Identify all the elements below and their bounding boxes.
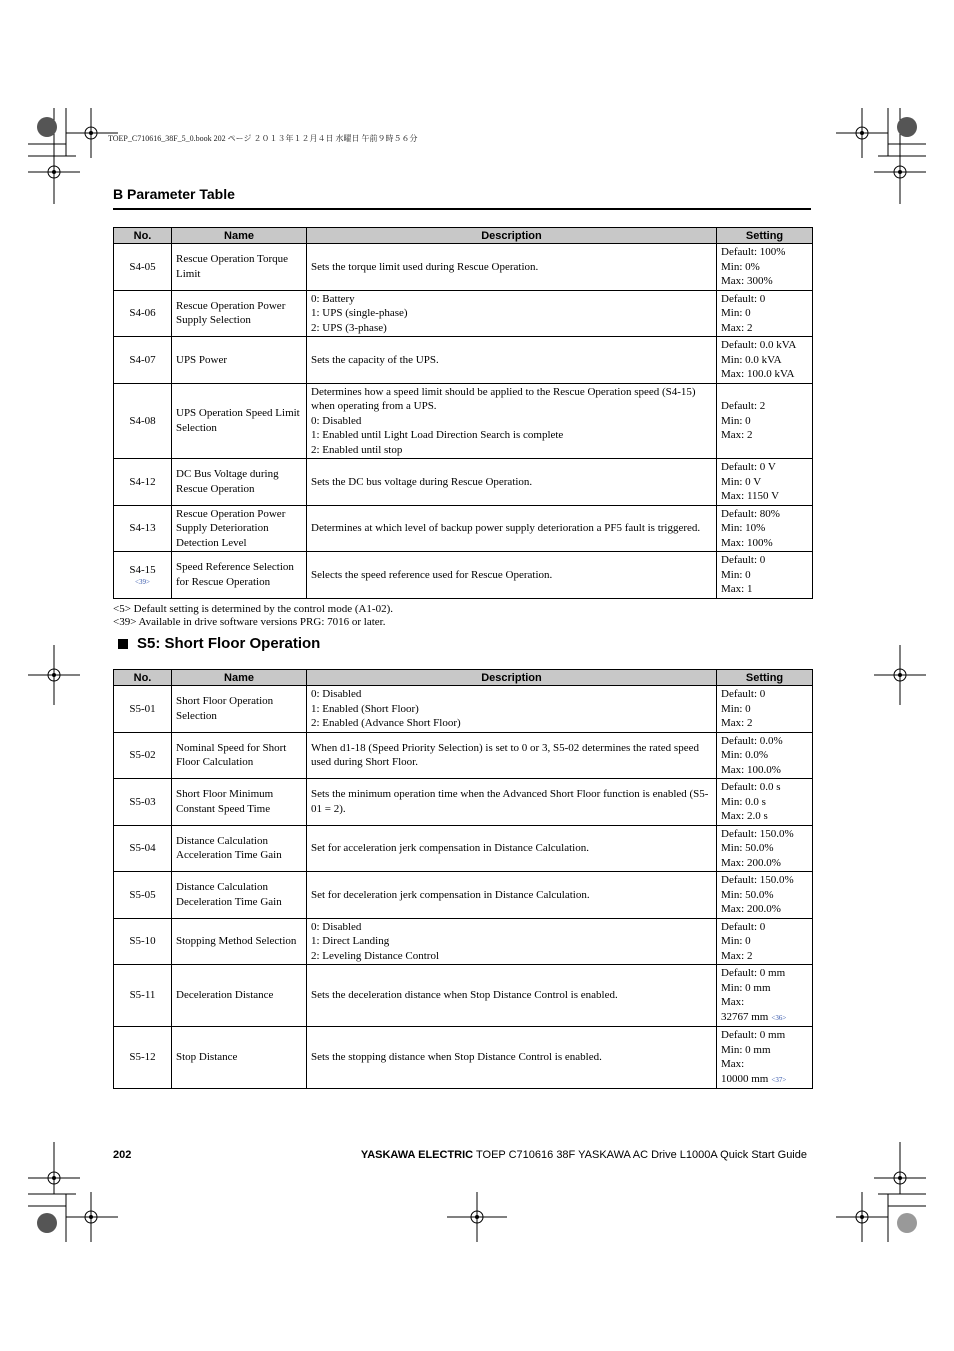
parameter-number-text: S4-07 (129, 353, 156, 366)
parameter-description (307, 872, 717, 919)
table-row (114, 552, 813, 599)
parameter-number (114, 825, 172, 872)
parameter-setting (717, 825, 813, 872)
parameter-number-text: S4-05 (129, 260, 156, 273)
setting-value: Max: 200.0% (721, 856, 781, 869)
parameter-number (114, 290, 172, 337)
parameter-number-text: S4-15 (129, 564, 156, 576)
setting-line (721, 827, 808, 842)
setting-line (721, 795, 808, 810)
setting-value: Default: 0 (721, 292, 766, 305)
parameter-name: Stopping Method Selection (172, 918, 307, 965)
setting-value: Default: 0 (721, 688, 766, 700)
setting-value: Min: 0 (721, 414, 751, 427)
description-line: 0: Battery (311, 292, 355, 305)
setting-line (721, 934, 808, 949)
description-line: Sets the deceleration distance when Stop Distance Control is enabled. (311, 989, 618, 1002)
section-title: B Parameter Table (113, 186, 235, 202)
setting-line (721, 902, 808, 917)
parameter-number (114, 779, 172, 826)
print-header: TOEP_C710616_38F_5_0.book 202 ページ ２０１３年１２月４日 水曜日 午前９時５６分 (108, 134, 418, 143)
setting-line (721, 702, 808, 717)
parameter-number-text: S5-10 (129, 935, 156, 947)
setting-line (721, 1057, 808, 1072)
setting-value: Default: 0.0 s (721, 781, 781, 793)
footnotes (113, 603, 393, 628)
description-line: Selects the speed reference used for Rescue Operation. (311, 568, 553, 581)
parameter-description (307, 244, 717, 291)
parameter-name: Rescue Operation Torque Limit (172, 244, 307, 291)
parameter-number (114, 1027, 172, 1089)
parameter-number (114, 552, 172, 599)
setting-line (721, 995, 808, 1010)
parameter-number (114, 244, 172, 291)
setting-line (721, 763, 808, 778)
setting-line (721, 553, 808, 568)
description-line: 0: Disabled (311, 414, 362, 427)
description-line: 1: Direct Landing (311, 935, 390, 947)
description-line: Sets the torque limit used during Rescue Operation. (311, 260, 539, 273)
parameter-name: Stop Distance (172, 1027, 307, 1089)
parameter-setting (717, 244, 813, 291)
footnote: <39> Available in drive software versions PRG: 7016 or later. (113, 615, 386, 628)
setting-value: Default: 80% (721, 507, 780, 520)
parameter-number-text: S5-11 (129, 989, 156, 1002)
column-header-name: Name (172, 670, 307, 686)
setting-line (721, 489, 808, 504)
s4-parameter-table (113, 227, 813, 599)
setting-value: 32767 mm (721, 1010, 769, 1023)
description-line: Sets the stopping distance when Stop Distance Control is enabled. (311, 1051, 602, 1064)
parameter-setting (717, 383, 813, 459)
description-line: Determines at which level of backup power supply deterioration a PF5 fault is triggered. (311, 522, 701, 534)
footnote-reference[interactable]: <36> (771, 1013, 787, 1022)
setting-line (721, 428, 808, 443)
parameter-name: DC Bus Voltage during Rescue Operation (172, 459, 307, 506)
setting-value: Max: 200.0% (721, 903, 781, 915)
column-header-no: No. (114, 670, 172, 686)
setting-value: Min: 0.0 kVA (721, 353, 782, 366)
parameter-setting (717, 872, 813, 919)
parameter-name: Distance Calculation Deceleration Time Gain (172, 872, 307, 919)
parameter-number (114, 337, 172, 384)
setting-line (721, 475, 808, 490)
setting-value: Default: 150.0% (721, 827, 794, 840)
section-divider (113, 208, 811, 210)
parameter-description (307, 337, 717, 384)
parameter-number-text: S4-08 (129, 414, 156, 427)
parameter-name: Speed Reference Selection for Rescue Operation (172, 552, 307, 599)
parameter-number (114, 918, 172, 965)
setting-value: Min: 0.0 s (721, 795, 766, 808)
setting-line (721, 414, 808, 429)
parameter-description (307, 779, 717, 826)
setting-value: Default: 150.0% (721, 874, 794, 886)
description-line: 2: Enabled until stop (311, 443, 403, 456)
setting-value: Max: 100.0% (721, 763, 781, 776)
column-header-setting: Setting (717, 228, 813, 244)
table-row (114, 965, 813, 1027)
setting-value: Min: 50.0% (721, 842, 774, 854)
parameter-description (307, 918, 717, 965)
footer-doc-info (361, 1149, 807, 1161)
table-header-row (114, 670, 813, 686)
parameter-number-text: S4-13 (129, 522, 156, 534)
setting-line (721, 1028, 808, 1043)
setting-value: Default: 0 (721, 554, 766, 566)
parameter-number-text: S4-12 (129, 475, 156, 488)
setting-value: Max: (721, 996, 745, 1008)
parameter-number (114, 383, 172, 459)
setting-line (721, 536, 808, 551)
description-line: 1: Enabled until Light Load Direction Search is complete (311, 429, 564, 441)
setting-value: Default: 0 mm (721, 1029, 786, 1041)
description-line: 1: Enabled (Short Floor) (311, 702, 419, 715)
setting-line (721, 949, 808, 964)
parameter-setting (717, 918, 813, 965)
parameter-description (307, 732, 717, 779)
parameter-setting (717, 290, 813, 337)
description-line: Set for acceleration jerk compensation in Distance Calculation. (311, 842, 589, 854)
description-line: Sets the capacity of the UPS. (311, 353, 439, 366)
setting-value: Max: 2 (721, 321, 753, 334)
setting-line (721, 716, 808, 731)
description-line: 0: Disabled (311, 920, 362, 933)
table-row (114, 383, 813, 459)
parameter-number-text: S5-02 (129, 749, 156, 761)
s5-parameter-table (113, 669, 813, 1089)
footnote-reference[interactable]: <39> (135, 577, 150, 586)
setting-line (721, 748, 808, 763)
setting-line (721, 809, 808, 824)
setting-value: Max: 100% (721, 536, 773, 549)
table-row (114, 1027, 813, 1089)
parameter-number (114, 732, 172, 779)
setting-value: Max: 2.0 s (721, 810, 768, 822)
setting-value: 10000 mm (721, 1072, 769, 1085)
setting-line (721, 981, 808, 996)
parameter-setting (717, 965, 813, 1027)
table-row (114, 779, 813, 826)
description-line: 2: Enabled (Advance Short Floor) (311, 717, 461, 729)
setting-value: Default: 0.0 kVA (721, 339, 797, 351)
table-row (114, 505, 813, 552)
description-line: Sets the minimum operation time when the Advanced Short Floor function is enabled (S5-01 = 2). (311, 788, 709, 815)
footnote-reference[interactable]: <37> (771, 1075, 787, 1084)
parameter-number-text: S5-05 (129, 888, 156, 901)
setting-value: Default: 0 mm (721, 967, 786, 979)
description-line: Set for deceleration jerk compensation in Distance Calculation. (311, 888, 590, 901)
parameter-number (114, 965, 172, 1027)
parameter-setting (717, 686, 813, 733)
setting-line (721, 507, 808, 522)
setting-line (721, 920, 808, 935)
description-line: Determines how a speed limit should be applied to the Rescue Operation speed (S4-15) when operating from a UPS. (311, 385, 696, 412)
setting-line (721, 1072, 808, 1088)
setting-line (721, 353, 808, 368)
setting-line (721, 734, 808, 749)
setting-line (721, 582, 808, 597)
setting-line (721, 841, 808, 856)
setting-value: Min: 10% (721, 522, 766, 534)
setting-line (721, 888, 808, 903)
setting-value: Min: 0% (721, 260, 760, 273)
parameter-description (307, 552, 717, 599)
setting-value: Min: 0 (721, 935, 751, 947)
parameter-description (307, 383, 717, 459)
setting-line (721, 399, 808, 414)
setting-line (721, 1010, 808, 1026)
setting-line (721, 873, 808, 888)
parameter-setting (717, 337, 813, 384)
page-number: 202 (113, 1149, 132, 1161)
table-row (114, 337, 813, 384)
setting-value: Max: 2 (721, 429, 753, 441)
setting-line (721, 338, 808, 353)
description-line: 2: Leveling Distance Control (311, 949, 439, 962)
setting-value: Min: 0.0% (721, 749, 769, 761)
parameter-description (307, 1027, 717, 1089)
parameter-setting (717, 732, 813, 779)
table-row (114, 459, 813, 506)
parameter-name: UPS Power (172, 337, 307, 384)
parameter-number-text: S5-12 (129, 1051, 156, 1064)
table-row (114, 825, 813, 872)
table-row (114, 732, 813, 779)
setting-line (721, 245, 808, 260)
square-bullet-icon (118, 639, 128, 649)
setting-value: Min: 0 (721, 702, 751, 715)
parameter-name: Nominal Speed for Short Floor Calculation (172, 732, 307, 779)
parameter-setting (717, 505, 813, 552)
setting-value: Max: 100.0 kVA (721, 368, 795, 380)
parameter-number-text: S5-01 (129, 702, 156, 715)
setting-line (721, 367, 808, 382)
parameter-number-text: S5-04 (129, 842, 156, 854)
footnote: <5> Default setting is determined by the control mode (A1-02). (113, 603, 394, 615)
parameter-setting (717, 1027, 813, 1089)
parameter-number (114, 686, 172, 733)
parameter-number (114, 459, 172, 506)
description-line: 1: UPS (single-phase) (311, 307, 408, 319)
setting-value: Min: 0 V (721, 475, 762, 488)
parameter-name: Short Floor Operation Selection (172, 686, 307, 733)
setting-line (721, 274, 808, 289)
setting-value: Max: 2 (721, 949, 753, 962)
table-header-row (114, 228, 813, 244)
parameter-number-text: S5-03 (129, 795, 156, 808)
parameter-setting (717, 459, 813, 506)
setting-value: Min: 0 (721, 568, 751, 581)
setting-value: Max: 1150 V (721, 490, 780, 502)
column-header-description: Description (307, 228, 717, 244)
parameter-description (307, 459, 717, 506)
setting-line (721, 521, 808, 536)
setting-value: Min: 0 (721, 307, 751, 319)
setting-value: Default: 100% (721, 246, 786, 258)
setting-value: Default: 2 (721, 400, 766, 412)
table-row (114, 686, 813, 733)
parameter-setting (717, 779, 813, 826)
setting-value: Min: 0 mm (721, 981, 771, 994)
footer-brand: YASKAWA ELECTRIC (360, 1149, 474, 1161)
parameter-number (114, 505, 172, 552)
parameter-description (307, 965, 717, 1027)
parameter-description (307, 290, 717, 337)
setting-line (721, 687, 808, 702)
parameter-name: Short Floor Minimum Constant Speed Time (172, 779, 307, 826)
description-line: Sets the DC bus voltage during Rescue Operation. (311, 475, 533, 488)
setting-line (721, 260, 808, 275)
setting-line (721, 292, 808, 307)
setting-line (721, 306, 808, 321)
table-row (114, 290, 813, 337)
setting-value: Default: 0 (721, 920, 766, 933)
setting-line (721, 568, 808, 583)
table-row (114, 244, 813, 291)
parameter-name: Rescue Operation Power Supply Deterioration Detection Level (172, 505, 307, 552)
parameter-description (307, 505, 717, 552)
subsection-title-text: S5: Short Floor Operation (137, 635, 321, 652)
setting-value: Max: 300% (721, 275, 773, 287)
parameter-name: Deceleration Distance (172, 965, 307, 1027)
setting-value: Max: 1 (721, 583, 753, 595)
parameter-description (307, 686, 717, 733)
description-line: 0: Disabled (311, 688, 362, 700)
column-header-setting: Setting (717, 670, 813, 686)
subsection-title (118, 635, 320, 652)
setting-line (721, 856, 808, 871)
column-header-name: Name (172, 228, 307, 244)
column-header-description: Description (307, 670, 717, 686)
parameter-name: Rescue Operation Power Supply Selection (172, 290, 307, 337)
parameter-description (307, 825, 717, 872)
setting-line (721, 1043, 808, 1058)
parameter-number-text: S4-06 (129, 307, 156, 319)
setting-value: Max: 2 (721, 717, 753, 729)
setting-value: Min: 0 mm (721, 1043, 771, 1056)
setting-value: Default: 0.0% (721, 734, 783, 747)
parameter-name: Distance Calculation Acceleration Time Gain (172, 825, 307, 872)
parameter-number (114, 872, 172, 919)
description-line: When d1-18 (Speed Priority Selection) is set to 0 or 3, S5-02 determines the rated speed used during Short Floor. (311, 741, 699, 769)
footer-doc-title: TOEP C710616 38F YASKAWA AC Drive L1000A Quick Start Guide (476, 1149, 807, 1161)
parameter-setting (717, 552, 813, 599)
table-row (114, 918, 813, 965)
setting-value: Default: 0 V (721, 461, 776, 473)
column-header-no: No. (114, 228, 172, 244)
setting-line (721, 780, 808, 795)
setting-line (721, 966, 808, 981)
table-row (114, 872, 813, 919)
parameter-name: UPS Operation Speed Limit Selection (172, 383, 307, 459)
setting-line (721, 321, 808, 336)
description-line: 2: UPS (3-phase) (311, 321, 387, 334)
setting-value: Min: 50.0% (721, 888, 774, 901)
setting-value: Max: (721, 1058, 745, 1070)
setting-line (721, 460, 808, 475)
